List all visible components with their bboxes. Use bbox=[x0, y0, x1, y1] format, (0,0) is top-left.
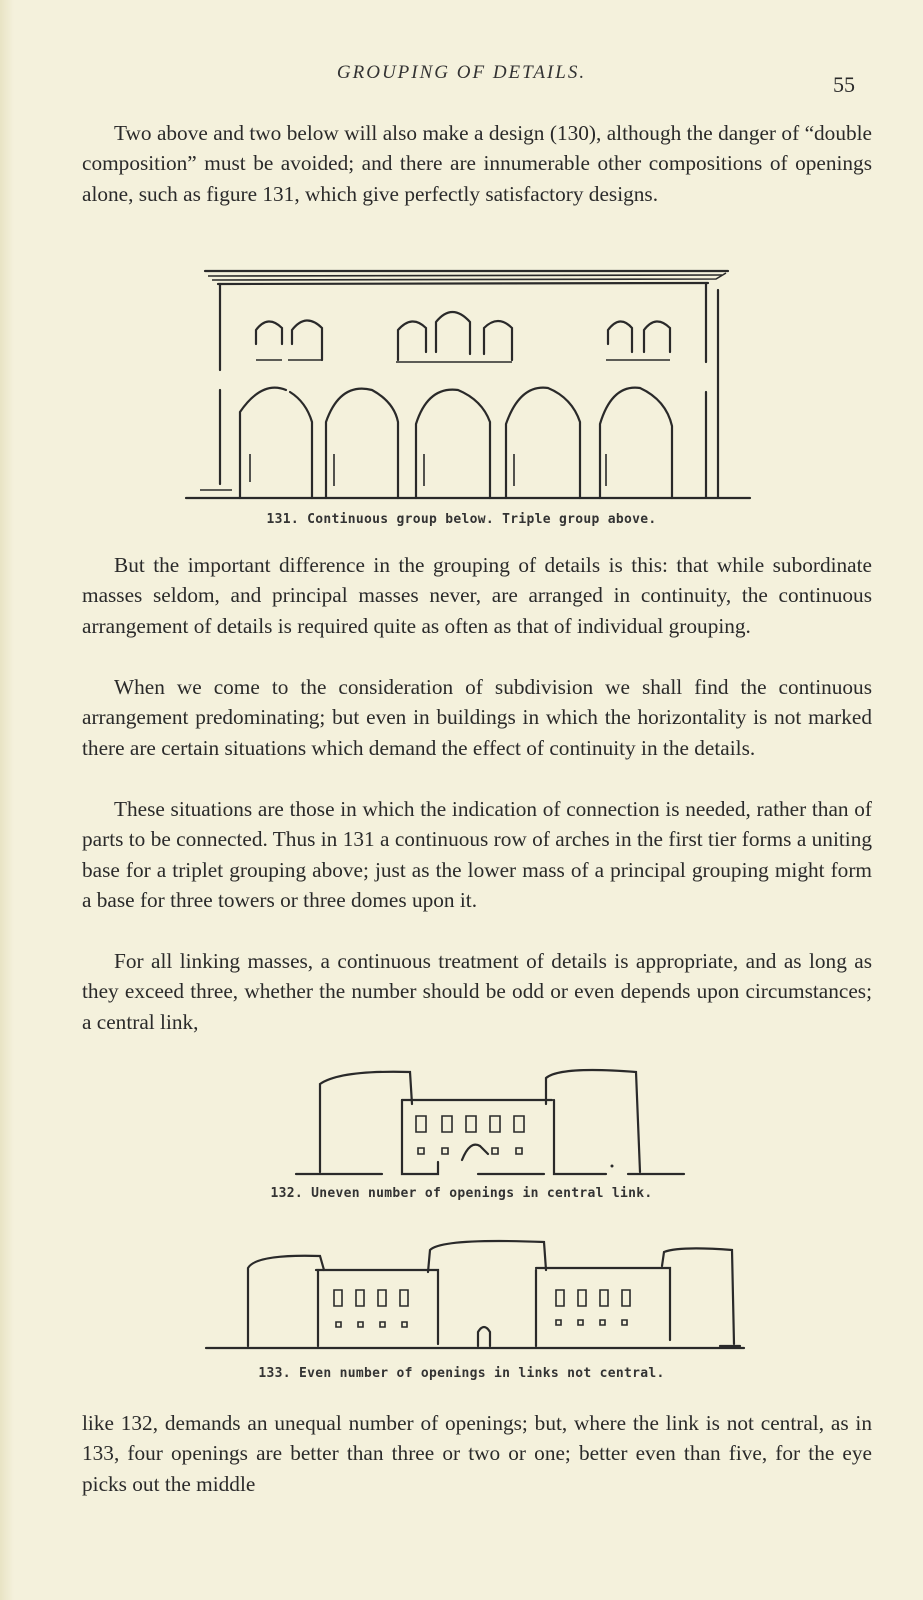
figure-131-caption: 131. Continuous group below. Triple group above. bbox=[266, 512, 657, 527]
paragraph-2: But the important difference in the grouping of details is this: that while subordinate masses seldom, and principal masses never, are arranged in continuity, the continuous arrangement of details is required quite as often as that of individual grouping. bbox=[82, 553, 872, 638]
figure-132-drawing bbox=[0, 1064, 923, 1184]
page-number: 55 bbox=[833, 72, 855, 97]
figure-132-caption: 132. Uneven number of openings in central link. bbox=[270, 1186, 653, 1201]
page-header bbox=[0, 62, 923, 97]
paragraph-6: like 132, demands an unequal number of openings; but, where the link is not central, as in 133, four openings are better than three or two or one; better even than five, for the eye picks out the middle bbox=[82, 1411, 872, 1496]
figure-133-drawing bbox=[0, 1236, 923, 1366]
figure-132 bbox=[0, 1064, 923, 1214]
figure-133 bbox=[0, 1236, 923, 1386]
paragraph-1: Two above and two below will also make a design (130), although the danger of “double composition” must be avoided; and there are innumerable other compositions of openings alone, such as figure 131, which give perfectly satisfactory designs. bbox=[82, 121, 872, 206]
figure-131-drawing bbox=[0, 262, 923, 507]
paragraph-5: For all linking masses, a continuous treatment of details is appropriate, and as long as they exceed three, whether the number should be odd or even depends upon circumstances; a central link, bbox=[82, 949, 872, 1034]
figure-133-caption: 133. Even number of openings in links not central. bbox=[258, 1366, 665, 1381]
paragraph-4: These situations are those in which the indication of connection is needed, rather than of parts to be connected. Thus in 131 a continuous row of arches in the first tier forms a uniting base for a triplet grouping above; just as the lower mass of a principal grouping might form a base for three towers or three domes upon it. bbox=[82, 797, 872, 912]
running-title: GROUPING OF DETAILS. bbox=[336, 62, 587, 83]
paragraph-3: When we come to the consideration of subdivision we shall find the continuous arrangement predominating; but even in buildings in which the horizontality is not marked there are certain situations which demand the effect of continuity in the details. bbox=[82, 675, 872, 760]
figure-131 bbox=[0, 262, 923, 532]
